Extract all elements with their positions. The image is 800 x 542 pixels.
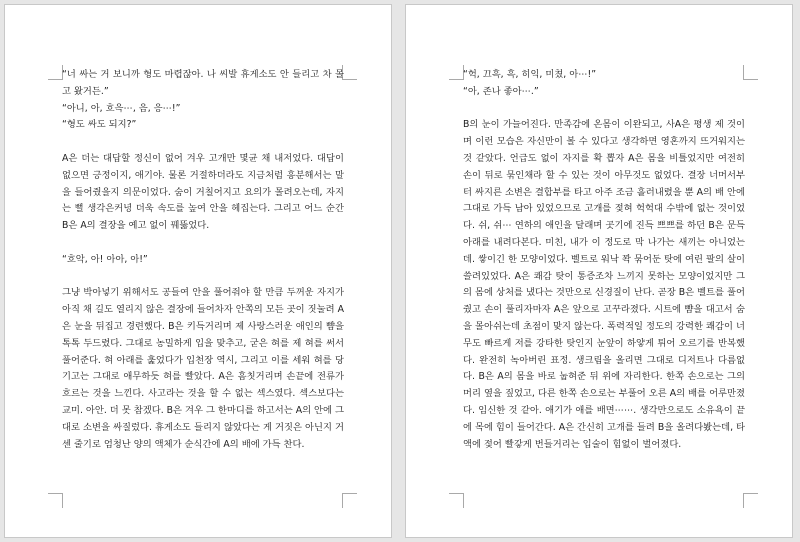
page-body-text — [62, 67, 344, 453]
paragraph: “형도 싸도 되지?” — [62, 119, 137, 131]
paragraph: 그냥 박아넣기 위해서도 공들여 안을 풀어줘야 할 만큼 두꺼운 자지가 아직 채 길도 열리지 않은 결장에 들어차자 안쪽의 모든 곳이 짓눌려 A은 눈을 뒤집고 경련했다. B은 키득거리며 제 사랑스러운 애인의 뺨을 톡톡 두드렸다. 그대로 농밀하게 입을 맞추고, 굳은 혀를 제 혀를 써서 풀어준다. 혀 아래를 훑었다가 입천장 역시, 그리고 이를 세워 혀를 당기고는 그대로 애무하듯 혀를 빨았다. A은 흠칫거리며 손끝에 전류가 흐르는 것을 느낀다. 사고라는 것을 할 수 없는 섹스였다. 섹스보다는 교미. 아안. 더 못 참겠다. B은 겨우 그 한마디를 하고서는 A의 안에 그대로 소변을 싸질렀다. 휴게소도 들리지 않았다는 게 거짓은 아닌지 거센 줄기로 엄청난 양의 액체가 순식간에 A의 배에 가득 찬다. — [62, 287, 344, 450]
paragraph-spacer — [62, 134, 344, 151]
margin-corner-mark — [342, 65, 357, 80]
margin-corner-mark — [743, 65, 758, 80]
paragraph: “흐악, 아! 아아, 아!” — [62, 253, 148, 265]
paragraph: “아니, 아, 흐윽⋯, 음, 응⋯!” — [62, 102, 181, 114]
paragraph: B의 눈이 가늘어진다. 만족감에 온몸이 이완되고, 사A은 평생 제 것이며 이런 모습은 자신만이 볼 수 있다고 생각하면 영혼까지 뜨거워지는 것 같았다. 언급도 없이 자지를 확 뽑자 A은 몸을 비틀었지만 여전히 손이 뒤로 묶인채라 할 수 있는 것이 아무것도 없었다. 결장 너머서부터 싸지른 소변은 결합부를 타고 아주 조금 흘러내렸을 뿐 A의 배 안에 그대로 가득 남아 있었으므로 고개를 젖혀 헉헉대 수밖에 없는 것이었다. 쉬, 쉬⋯ 연하의 애인을 달래며 곳기에 진득 쁘쁘를 하던 B은 문득 아래를 내려다본다. 미친, 내가 이 정도로 막 나가는 새끼는 아니었는데. 쌓이긴 한 모양이었다. 벨트로 워낙 꽉 묶어둔 탓에 여린 팔의 살이 쓸려있었다. A은 쾌감 탓이 통증조차 느끼지 못하는 모양이었지만 그의 몸에 상처를 냈다는 것만으로 신경질이 난다. 곧장 B은 벨트를 풀어줬고 손이 풀리자마자 A은 앞으로 고꾸라졌다. 시트에 뺨을 대고서 숨을 몰아쉬는데 초점이 맞지 않는다. 폭력적일 정도의 강력한 쾌감이 너무도 빠르게 저를 강타한 탓인지 눈앞이 하얗게 튀어 오르기를 반복했다. 완전히 녹아버린 표정. 생크림을 올리면 그대로 디저트나 다름없다. B은 A의 몸을 바로 눕혀준 뒤 위에 자리한다. 한쪽 손으로는 그의 머리 옆을 짚었고, 다른 한쪽 손으로는 부풀어 오른 A의 배를 어루만졌다. 임신한 것 같아. 애기가 애를 배면⋯⋯. 생각만으로도 소유욕이 끝에 목에 힘이 들어간다. A은 간신히 고개를 들려 B을 올려다봤는데, 타액에 젖어 빨갛게 번들거리는 입술이 힘없이 벌어졌다. — [463, 119, 745, 450]
paragraph: “헉, 끄흑, 흑, 히익, 미쳤, 아⋯!” — [463, 69, 597, 80]
margin-corner-mark — [449, 65, 464, 80]
margin-corner-mark — [449, 493, 464, 508]
document-page-2 — [405, 4, 793, 538]
paragraph: “너 싸는 거 보니까 형도 마렵잖아. 나 씨발 휴게소도 안 들리고 차 몰고 왔거든.” — [62, 69, 344, 97]
document-page-1 — [4, 4, 392, 538]
margin-corner-mark — [48, 493, 63, 508]
paragraph: A은 더는 대답할 정신이 없어 겨우 고개만 몇균 채 내저었다. 대답이 없으면 긍정이지, 애기야. 물론 거절하더라도 지금처럼 흥분해서는 말을 들어줬을지 의문이었다. 숨이 거칠어지고 요의가 몰려오는데, 자지는 뻘 생각은커녕 더욱 속도를 높여 안을 헤집는다. 그리고 어느 순간 B은 A의 결장을 예고 없이 꿰뚫었다. — [62, 152, 344, 232]
paragraph-spacer — [463, 101, 745, 118]
margin-corner-mark — [743, 493, 758, 508]
paragraph-spacer — [62, 235, 344, 252]
paragraph-spacer — [62, 269, 344, 286]
margin-corner-mark — [342, 493, 357, 508]
page-body-text — [463, 67, 745, 453]
margin-corner-mark — [48, 65, 63, 80]
paragraph: “아, 존나 좋아⋯.” — [463, 85, 539, 97]
